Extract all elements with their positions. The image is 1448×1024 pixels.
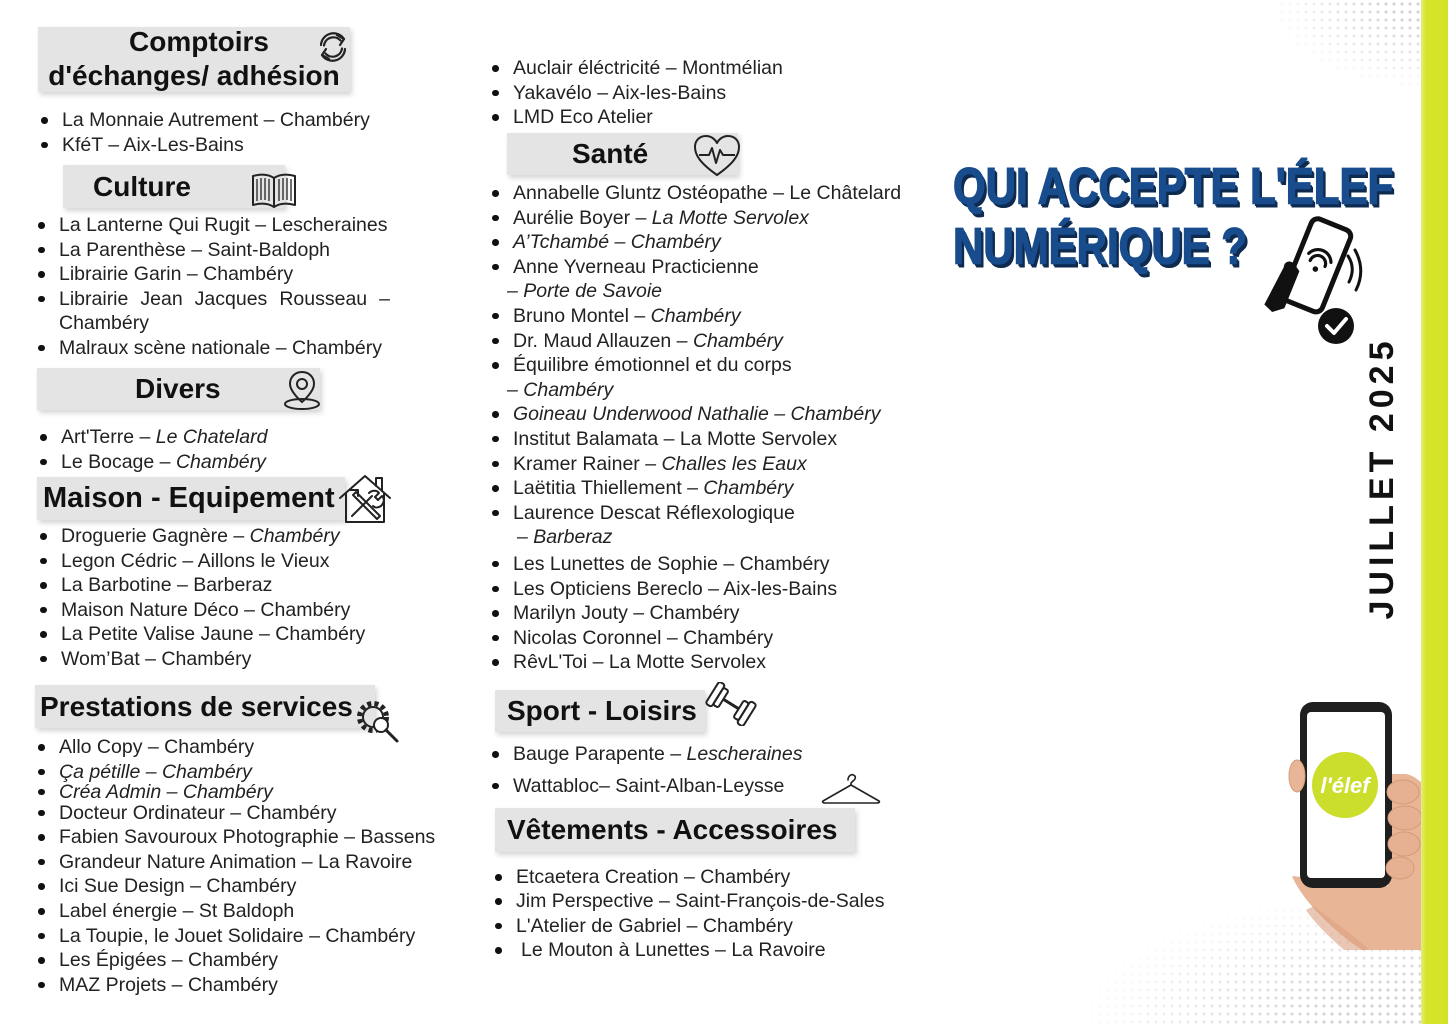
entry-text: LMD Eco Atelier [513,106,653,129]
edition-date: JUILLET 2025 [1363,336,1401,620]
directory-entry [489,742,802,767]
entry-text: Les Opticiens Bereclo – Aix-les-Bains [513,577,838,600]
directory-entry [35,850,435,875]
directory-entry [38,133,370,158]
directory-entry [489,329,901,354]
directory-entry [489,501,901,550]
entry-text: KféT – Aix-Les-Bains [62,133,244,156]
entry-italic-text: Chambéry [249,525,340,547]
entry-text: Nicolas Coronnel – Chambéry [513,626,774,649]
directory-entry [37,647,365,672]
section-header-divers [37,368,320,410]
vetements-list [492,865,884,963]
entry-italic-text: Challes les Eaux [661,452,807,475]
entry-italic-text: Chambéry [692,329,783,352]
entry-text: La Monnaie Autrement – Chambéry [62,109,370,131]
entry-italic-text: A’Tchambé – Chambéry [513,231,721,254]
entry-text: La Barbotine – Barberaz [61,574,273,597]
entry-text: Maison Nature Déco – Chambéry [61,598,351,621]
section-header-prestations [35,685,375,728]
section-title-line: Comptoirs [129,26,269,57]
entry-text: Auclair éléctricité – Montmélian [513,57,783,79]
entry-text: Jim Perspective – Saint-François-de-Sales [516,890,885,913]
entry-text: Yakavélo – Aix-les-Bains [513,81,727,104]
directory-entry [35,336,390,361]
entry-italic-text: Créa Admin – Chambéry [59,780,273,803]
prestations-list [35,735,435,997]
entry-text: Bauge Parapente – [513,743,687,765]
entry-text: Bruno Montel – [513,304,651,327]
entry-text: Laëtitia Thiellement – [513,477,704,500]
entry-continuation: – Chambéry [507,378,614,401]
entry-text: Art'Terre – [61,426,156,448]
directory-entry [37,573,365,598]
section-title: Prestations de services [40,690,353,722]
entry-italic-text: Goineau Underwood Nathalie – Chambéry [513,403,881,426]
entry-text: Etcaetera Creation – Chambéry [516,866,791,888]
entry-text: La Parenthèse – Saint-Baldoph [59,238,331,261]
directory-entry [489,650,901,675]
directory-entry [489,81,783,106]
directory-entry [489,181,901,206]
entry-text: Le Bocage – [61,450,176,473]
directory-entry [489,56,783,81]
directory-entry [489,230,901,255]
directory-entry [492,865,884,889]
directory-entry [489,105,783,130]
accent-stripe [1421,0,1448,1024]
entry-text: Fabien Savouroux Photographie – Bassens [59,826,436,849]
halftone-pattern-top [1270,0,1421,90]
entry-italic-text: La Motte Servolex [651,206,809,229]
entry-text: La Toupie, le Jouet Solidaire – Chambéry [59,924,416,947]
directory-entry [35,948,435,973]
entry-italic-text: Chambéry [703,477,794,500]
section-title: Vêtements - Accessoires [507,814,838,845]
entry-text: Grandeur Nature Animation – La Ravoire [59,850,413,873]
entry-continuation: – Barberaz [517,526,613,549]
section-header-maison [37,477,345,520]
page-title-line-1: QUI ACCEPTE L'ÉLEF [953,157,1394,215]
dumbbell-icon [704,682,758,726]
directory-entry [492,914,884,938]
directory-entry [35,973,435,998]
entry-text: Librairie Garin – Chambéry [59,263,294,286]
directory-entry [37,598,365,623]
location-pin-icon [281,369,323,411]
entry-italic-text: Ça pétille – Chambéry [59,760,252,783]
entry-text: Dr. Maud Allauzen – [513,329,693,352]
directory-entry [35,801,435,826]
directory-entry [492,938,884,962]
section-title: Santé [572,138,649,169]
section-header-vetements [495,808,855,852]
refresh-icon [313,27,353,67]
entry-text: Librairie Jean Jacques Rousseau – Chambéry [59,287,390,335]
sante-list [489,181,901,675]
entry-continuation: – Porte de Savoie [507,280,663,303]
directory-entry [489,353,901,402]
entry-text: Les Épigées – Chambéry [59,949,278,972]
entry-text: Docteur Ordinateur – Chambéry [59,801,337,824]
entry-text: Le Mouton à Lunettes – La Ravoire [521,939,826,962]
directory-entry [35,287,390,336]
entry-text: Wattabloc– Saint-Alban-Leysse [513,774,785,797]
entry-text: Laurence Descat Réflexologique [513,501,795,524]
entry-text: Annabelle Gluntz Ostéopathe – Le Châtelard [513,182,902,204]
entry-text: Allo Copy – Chambéry [59,736,255,758]
directory-entry [489,304,901,329]
entry-text: Institut Balamata – La Motte Servolex [513,427,838,450]
directory-entry [35,874,435,899]
entry-text: Les Lunettes de Sophie – Chambéry [513,552,830,575]
entry-text: La Lanterne Qui Rugit – Lescheraines [59,214,388,236]
house-tools-icon [336,470,394,528]
directory-entry [489,452,901,477]
directory-entry [489,552,901,577]
directory-entry [35,213,390,238]
directory-entry [489,774,802,799]
book-icon [250,170,298,210]
directory-entry [492,889,884,913]
comptoirs-list [38,108,370,157]
entry-text: Legon Cédric – Aillons le Vieux [61,549,330,572]
section-header-sport [495,690,705,732]
section-title: Sport - Loisirs [507,695,697,726]
entry-italic-text: Le Chatelard [155,426,268,448]
entry-text: Wom’Bat – Chambéry [61,647,252,670]
entry-text: RêvL'Toi – La Motte Servolex [513,651,767,674]
section-title: Maison - Equipement [43,482,335,514]
page-title-line-2: NUMÉRIQUE ? [953,217,1247,275]
entry-text: Malraux scène nationale – Chambéry [59,336,383,359]
directory-entry [35,924,435,949]
directory-entry [35,262,390,287]
directory-entry [489,402,901,427]
entry-text: Aurélie Boyer – [513,206,652,229]
directory-entry [489,427,901,452]
directory-entry [489,476,901,501]
directory-entry [489,601,901,626]
entry-text: Kramer Rainer – [513,452,662,475]
elef-logo-text: l'élef [1320,773,1370,798]
sport-list [489,742,802,799]
section-header-comptoirs [38,27,350,92]
gear-search-icon [354,698,400,744]
directory-entry [489,255,901,304]
directory-entry [35,825,435,850]
directory-entry [37,425,267,450]
directory-entry [37,549,365,574]
check-circle-icon [1318,308,1354,344]
entry-text: MAZ Projets – Chambéry [59,973,278,996]
entry-text: Équilibre émotionnel et du corps [513,354,792,377]
directory-entry [37,622,365,647]
directory-entry [37,450,267,475]
entry-text: Label énergie – St Baldoph [59,900,295,923]
entry-text: La Petite Valise Jaune – Chambéry [61,623,366,646]
directory-entry [35,899,435,924]
hanger-icon [820,772,882,806]
section-title: Divers [135,373,221,404]
divers-list [37,425,267,474]
contactless-phone-icon [1260,212,1365,347]
entry-text: L'Atelier de Gabriel – Chambéry [516,914,793,937]
directory-entry [38,108,370,133]
entry-text: Ici Sue Design – Chambéry [59,875,297,898]
entry-italic-text: Chambéry [175,450,266,473]
directory-entry [37,524,365,549]
directory-entry [489,206,901,231]
entry-italic-text: Lescheraines [686,743,803,765]
section-title-line: d'échanges/ adhésion [48,60,340,91]
entry-text: Marilyn Jouty – Chambéry [513,602,740,625]
heart-pulse-icon [692,133,742,179]
entry-text: Anne Yverneau Practicienne [513,255,759,278]
directory-entry [489,577,901,602]
maison-list [37,524,365,672]
directory-entry [35,238,390,263]
section-title: Culture [93,170,191,202]
entry-text: Droguerie Gagnère – [61,525,250,547]
directory-entry [489,626,901,651]
culture-list [35,213,390,361]
hand-holding-phone-image [1284,696,1428,950]
entry-italic-text: Chambéry [650,304,741,327]
continued-list [489,56,783,130]
